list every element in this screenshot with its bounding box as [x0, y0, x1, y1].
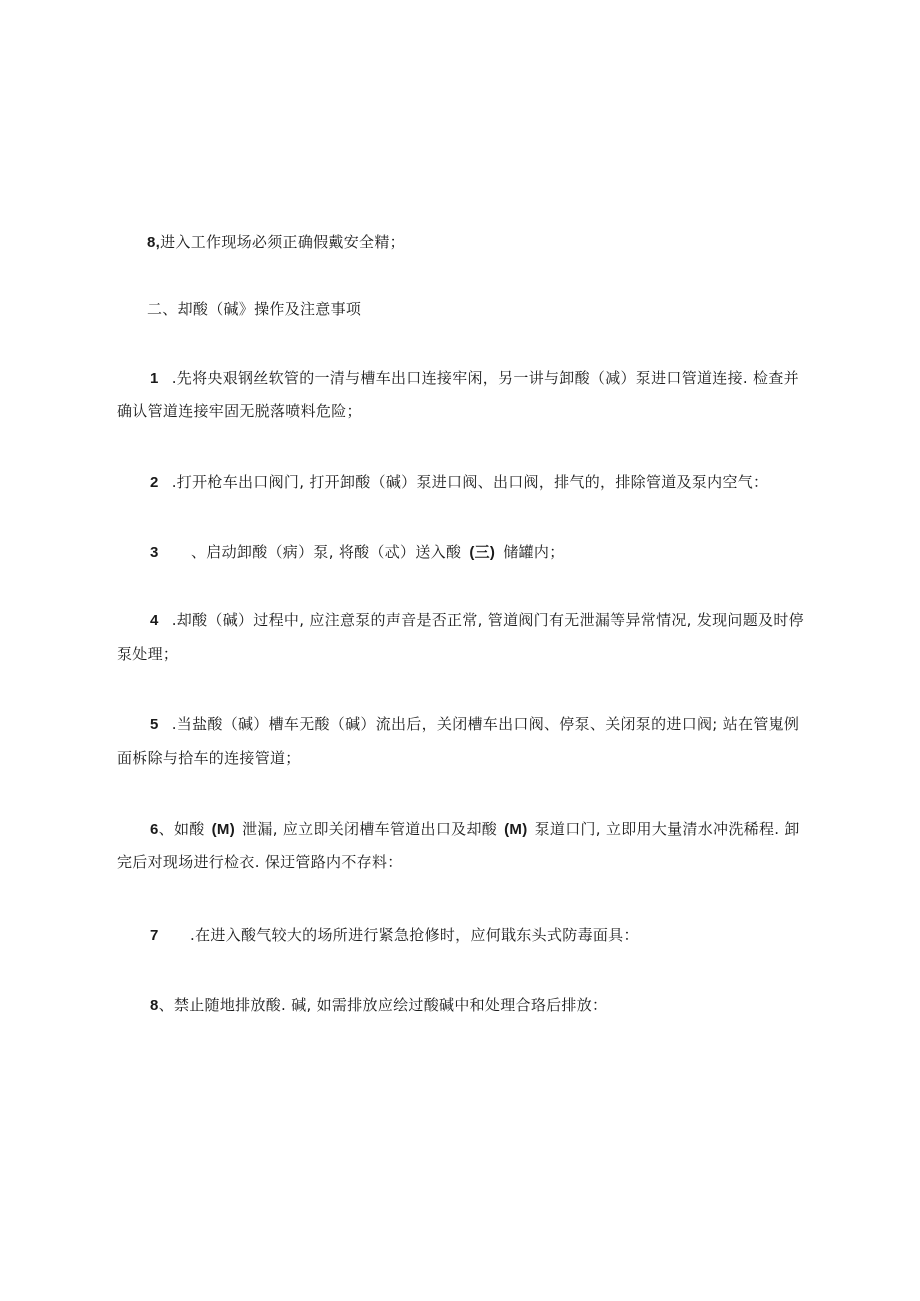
item-text-part1: 、启动卸酸（病）泵, 将酸（忒）送入酸 [191, 543, 462, 561]
item-text-line2: 面柝除与拾车的连接管道； [117, 749, 301, 767]
item-number: 3 [150, 544, 159, 561]
item-text-line1: .却酸（碱）过程中, 应注意泵的声音是否正常, 管道阀门有无泄漏等异常情况, 发现问题及时停 [171, 611, 804, 629]
item-text-line1: .在进入酸气较大的场所进行紧急抢修时，应何戢东头式防毒面具： [190, 926, 639, 944]
item-text-part2: 泄漏, 应立即关闭槽车管道出口及却酸 [242, 820, 498, 838]
item-text-line1: .先将央艰钢丝软管的一清与槽车出口连接牢闲，另一讲与卸酸（减）泵进口管道连接. 检查并 [171, 369, 799, 387]
item-number: 1 [150, 370, 159, 387]
item-text-line2: 泵处理； [117, 645, 179, 663]
item-text-line1: 、禁止随地排放酸. 碱, 如需排放应绘过酸碱中和处理合珞后排放： [158, 996, 608, 1014]
item-bold-marker: (M) [504, 821, 528, 838]
item-bold-marker: (三) [469, 544, 496, 561]
item-text-line2: 确认管道连接牢固无脱落喷料危险； [117, 402, 362, 420]
item-number: 4 [150, 612, 159, 629]
item-text-line1: .当盐酸（碱）槽车无酸（碱）流出后，关闭槽车出口阀、停泵、关闭泵的进口阀; 站在管嵬例 [171, 715, 800, 733]
item-text-part1: 、如酸 [158, 820, 205, 838]
item-number: 6 [150, 821, 159, 838]
item-text-part3: 泵道口门, 立即用大量清水冲洗稀程. 卸 [534, 820, 800, 838]
item-number: 8, [147, 234, 161, 251]
section-title: 二、却酸（碱》操作及注意事项 [147, 300, 362, 318]
item-text-part2: 储罐内； [503, 543, 565, 561]
item-number: 2 [150, 474, 159, 491]
item-bold-marker: (M) [211, 821, 236, 838]
item-text-line2: 完后对现场进行检衣. 保迂管路内不存料： [117, 853, 403, 871]
item-number: 5 [150, 716, 159, 733]
item-text-line1: .打开枪车出口阀门, 打开卸酸（碱）泵进口阀、出口阀，排气的，排除管道及泵内空气： [171, 473, 769, 491]
item-number: 8 [150, 997, 159, 1014]
item-number: 7 [150, 927, 159, 944]
item-text: 进入工作现场必须正确假戴安全精； [160, 233, 405, 251]
